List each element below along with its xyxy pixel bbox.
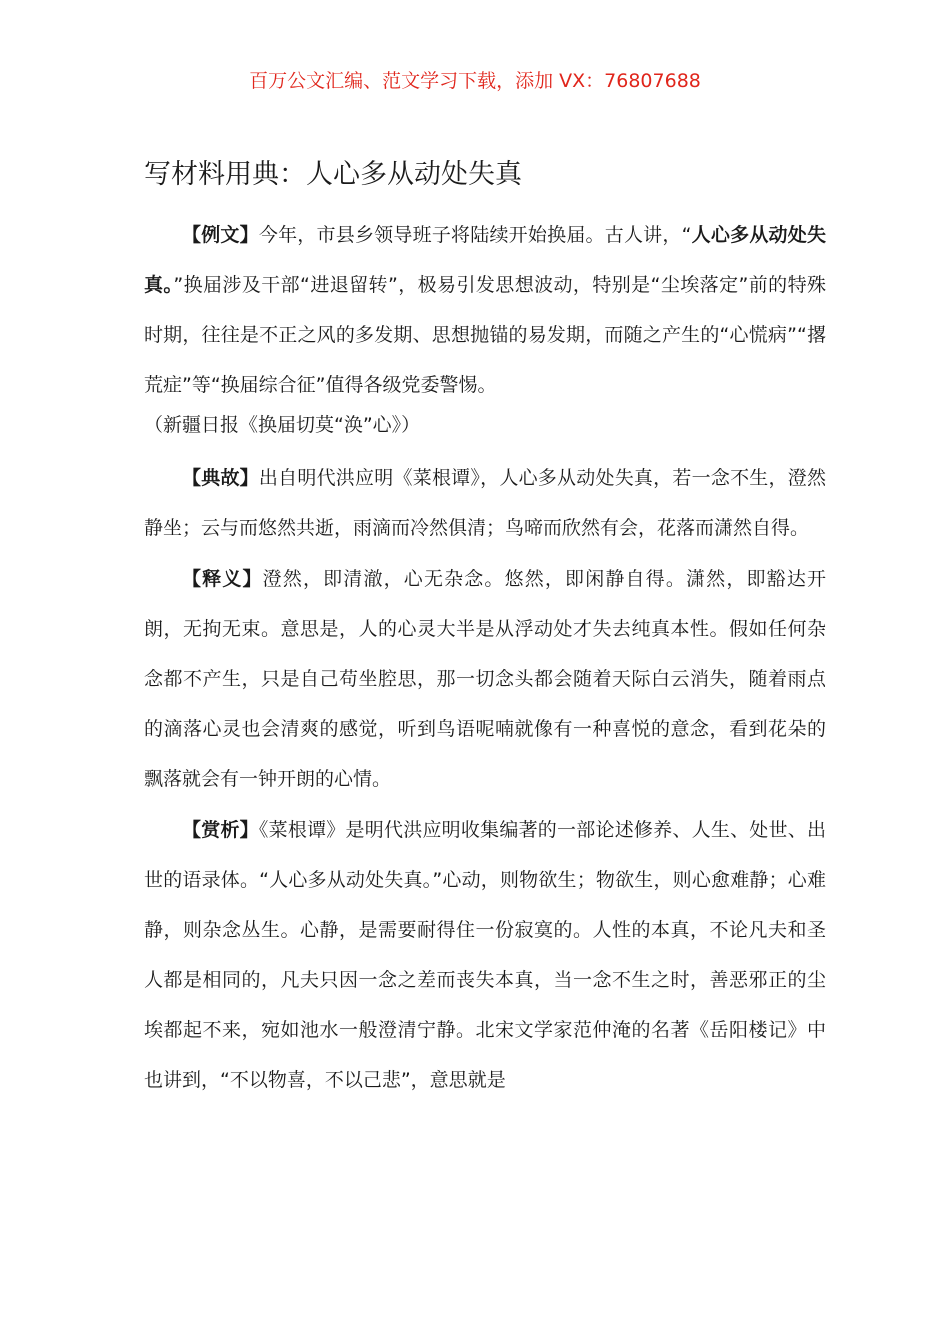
allusion-tag: 【典故】: [182, 467, 259, 489]
example-source: （新疆日报《换届切莫“涣”心》）: [144, 414, 421, 436]
example-text-b: ”换届涉及干部“进退留转”，极易引发思想波动，特别是“尘埃落定”前的特殊时期，往往是不正之风的多发期、思想抛锚的易发期，而随之产生的“心慌病”“撂荒症”等“换届综合征”值得各级党委警惕。: [144, 274, 826, 396]
meaning-text: 澄然，即清澈，心无杂念。悠然，即闲静自得。潇然，即豁达开朗，无拘无束。意思是，人的心灵大半是从浮动处才失去纯真本性。假如任何杂念都不产生，只是自己苟坐腔思，那一切念头都会随着天际白云消失，随着雨点的滴落心灵也会清爽的感觉，听到鸟语呢喃就像有一种喜悦的意念，看到花朵的飘落就会有一钟开朗的心情。: [144, 568, 826, 790]
meaning-paragraph: [144, 554, 826, 804]
appreciation-paragraph: [144, 805, 826, 1105]
example-paragraph: [144, 210, 826, 410]
page-title: 写材料用典：人心多从动处失真: [144, 159, 522, 190]
allusion-paragraph: [144, 453, 826, 553]
appreciation-text: 《菜根谭》是明代洪应明收集编著的一部论述修养、人生、处世、出世的语录体。“人心多从动处失真。”心动，则物欲生；物欲生，则心愈难静；心难静，则杂念丛生。心静，是需要耐得住一份寂寞的。人性的本真，不论凡夫和圣人都是相同的，凡夫只因一念之差而丧失本真，当一念不生之时，善恶邪正的尘埃都起不来，宛如池水一般澄清宁静。北宋文学家范仲淹的名著《岳阳楼记》中也讲到，“不以物喜，不以己悲”，意思就是: [144, 819, 826, 1091]
allusion-text: 出自明代洪应明《菜根谭》，人心多从动处失真，若一念不生，澄然静坐；云与而悠然共逝，雨滴而冷然俱清；鸟啼而欣然有会，花落而潇然自得。: [144, 467, 826, 539]
promo-banner: 百万公文汇编、范文学习下载，添加 VX：76807688: [249, 70, 701, 92]
appreciation-tag: 【赏析】: [182, 819, 259, 841]
example-text-a: 今年，市县乡领导班子将陆续开始换届。古人讲，“: [258, 224, 692, 246]
article-body: [144, 210, 826, 1106]
example-bold-quote: 人心多从动处失真。: [144, 224, 826, 296]
example-tag: 【例文】: [182, 224, 259, 246]
meaning-tag: 【释义】: [182, 568, 263, 590]
